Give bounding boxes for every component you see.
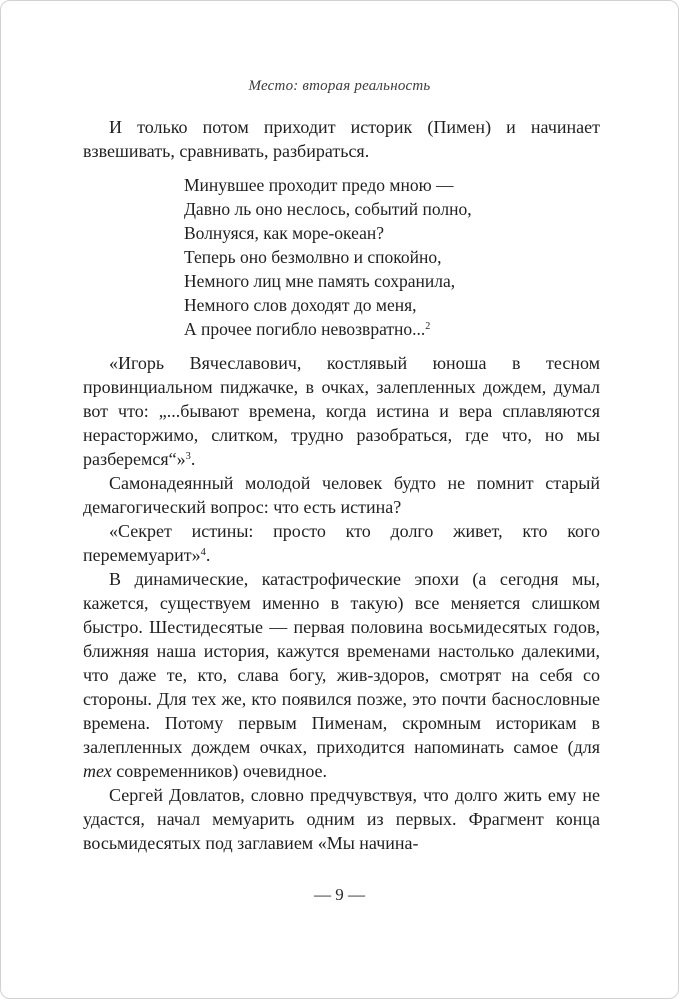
- poem-line: [184, 269, 600, 293]
- poem-line: [184, 173, 600, 197]
- text-run: .: [190, 449, 196, 469]
- text-run: Немного слов доходят до меня,: [184, 295, 417, 315]
- text-run: Самонадеянный молодой человек будто не помнит старый демагогический вопрос: что есть истина?: [83, 473, 600, 517]
- text-run: Минувшее проходит предо мною —: [184, 175, 454, 195]
- footnote-ref: 2: [425, 321, 431, 333]
- text-run: Теперь оно безмолвно и спокойно,: [184, 247, 442, 267]
- paragraph: [83, 567, 600, 783]
- text-run: .: [205, 545, 211, 565]
- text-run: А прочее погибло невозвратно...: [184, 319, 426, 339]
- page-number: — 9 —: [314, 885, 365, 904]
- italic-text: тех: [83, 761, 112, 781]
- text-run: Сергей Довлатов, словно предчувствуя, что долго жить ему не удастся, начал мемуарить одним из первых. Фрагмент конца восьмидесятых под заглавием «Мы начина-: [83, 785, 600, 853]
- text-run: Давно ль оно неслось, событий полно,: [184, 199, 472, 219]
- footnote-ref: 3: [185, 451, 191, 463]
- paragraph: [83, 115, 600, 163]
- poem-line: [184, 317, 600, 341]
- poem-block: [184, 173, 600, 341]
- text-run: В динамические, катастрофические эпохи (а сегодня мы, кажется, существуем именно в такую) все меняется слишком быстро. Шестидесятые — первая половина восьмидесятых годов, ближняя наша история, кажутся временами настолько далекими, что даже те, кто, слава богу, жив-здоров, смотрят на себя со стороны. Для тех же, кто появился позже, это почти баснословные времена. Потому первым Пименам, скромным историкам в залепленных дождем очках, приходится напоминать самое (для: [83, 569, 600, 757]
- text-run: И только потом приходит историк (Пимен) и начинает взвешивать, сравнивать, разбираться.: [83, 117, 600, 161]
- paragraph: [83, 519, 600, 567]
- poem-line: [184, 293, 600, 317]
- paragraph: [83, 471, 600, 519]
- paragraph: [83, 783, 600, 855]
- running-header: Место: вторая реальность: [248, 78, 431, 94]
- text-run: Немного лиц мне память сохранила,: [184, 271, 456, 291]
- paragraph: [83, 351, 600, 471]
- poem-line: [184, 221, 600, 245]
- poem-line: [184, 245, 600, 269]
- page-body: [83, 115, 600, 855]
- footnote-ref: 4: [200, 547, 206, 559]
- text-run: «Игорь Вячеславович, костлявый юноша в тесном провинциальном пиджачке, в очках, залепленных дождем, думал вот что: „...бывают времена, когда истина и вера сплавляются нерасторжимо, слитком, трудно разобраться, где что, но мы разберемся“»: [83, 353, 600, 469]
- text-run: Волнуяся, как море-океан?: [184, 223, 384, 243]
- poem-line: [184, 197, 600, 221]
- text-run: современников) очевидное.: [111, 761, 328, 781]
- text-run: «Секрет истины: просто кто долго живет, кто кого перемемуарит»: [83, 521, 600, 565]
